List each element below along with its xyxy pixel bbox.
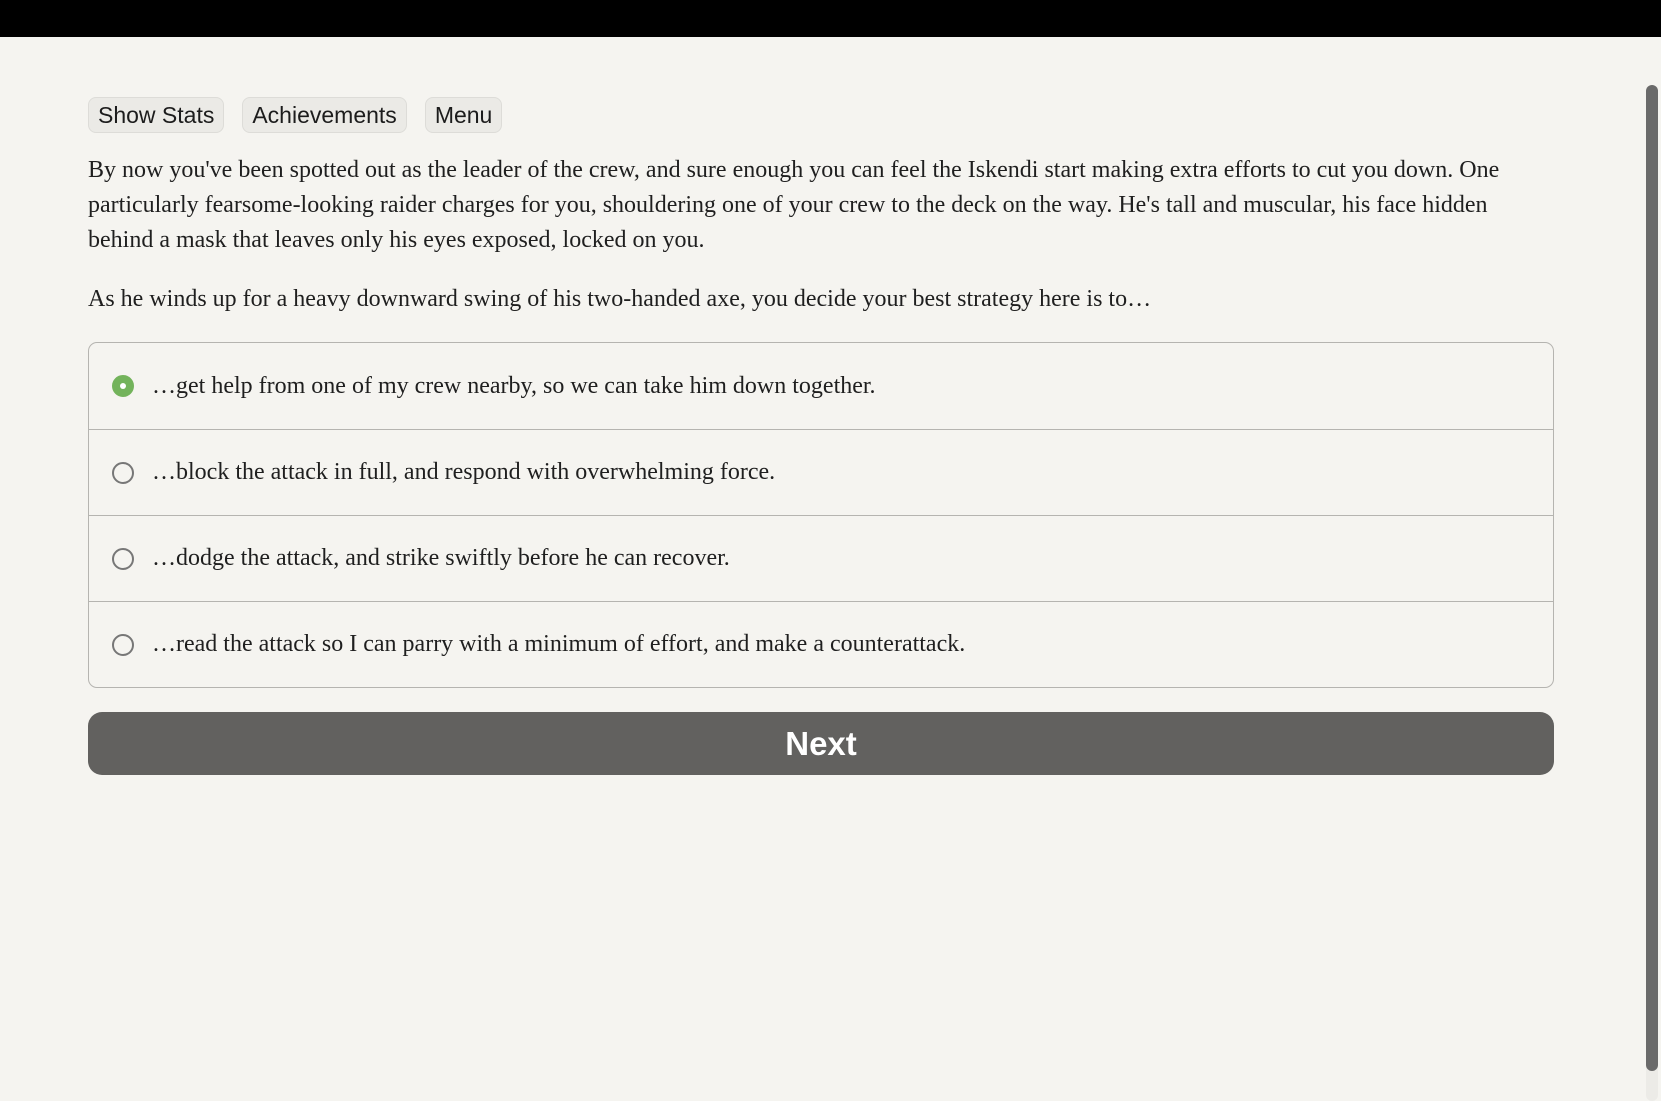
choice-option-1[interactable] [89,343,1553,429]
show-stats-button[interactable]: Show Stats [88,97,224,133]
choice-label: …get help from one of my crew nearby, so we can take him down together. [152,372,876,399]
choice-label: …read the attack so I can parry with a minimum of effort, and make a counterattack. [152,631,966,657]
choice-option-2[interactable] [89,429,1553,515]
next-button[interactable]: Next [88,712,1554,775]
choice-label: …dodge the attack, and strike swiftly before he can recover. [152,545,730,571]
game-page [0,37,1661,1080]
game-content [88,97,1554,775]
achievements-button[interactable]: Achievements [242,97,406,133]
menu-button[interactable]: Menu [425,97,503,133]
story-paragraph: By now you've been spotted out as the leader of the crew, and sure enough you can feel the Iskendi start making extra efforts to cut you down. One particularly fearsome-looking raider charges for you, shouldering one of your crew to the deck on the way. He's tall and muscular, his face hidden behind a mask that leaves only his eyes exposed, locked on you. [88,157,1500,253]
radio-icon[interactable] [112,548,134,570]
choice-option-4[interactable] [89,601,1553,687]
radio-selected-icon[interactable] [112,375,134,397]
story-prompt: As he winds up for a heavy downward swing of his two-handed axe, you decide your best strategy here is to… [88,286,1152,312]
choice-list [88,342,1554,688]
choice-label: …block the attack in full, and respond with overwhelming force. [152,459,776,485]
toolbar [88,97,1554,133]
radio-icon[interactable] [112,634,134,656]
radio-icon[interactable] [112,462,134,484]
scrollbar-thumb[interactable] [1646,85,1658,1071]
window-top-bar [0,0,1661,37]
choice-option-3[interactable] [89,515,1553,601]
